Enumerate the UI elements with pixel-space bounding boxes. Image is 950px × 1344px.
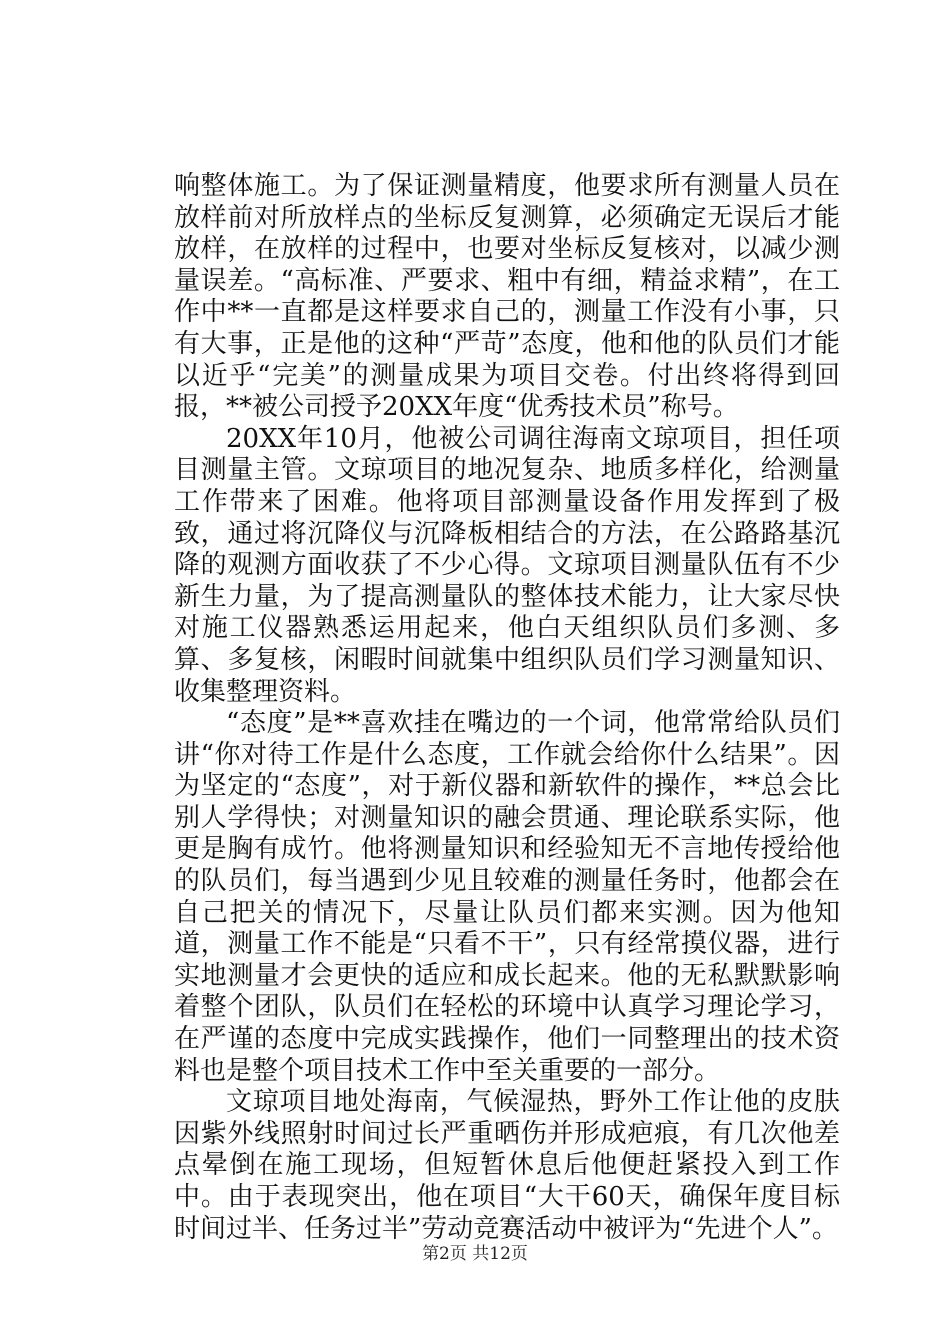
paragraph-attitude: “态度”是**喜欢挂在嘴边的一个词，他常常给队员们讲“你对待工作是什么态度，工作就会给你什么结果”。因为坚定的“态度”，对于新仪器和新软件的操作，**总会比别人学得快；对测量知识的融会贯通、理论联系实际，他更是胸有成竹。他将测量知识和经验知无不言地传授给他的队员们，每当遇到少见且较难的测量任务时，他都会在自己把关的情况下，尽量让队员们都来实测。因为他知道，测量工作不能是“只看不干”，只有经常摸仪器，进行实地测量才会更快的适应和成长起来。他的无私默默影响着整个团队，队员们在轻松的环境中认真学习理论学习，在严谨的态度中完成实践操作，他们一同整理出的技术资料也是整个项目技术工作中至关重要的一部分。 (174, 708, 840, 1086)
document-body (174, 171, 840, 1245)
paragraph-wenqiong-project: 20XX年10月，他被公司调往海南文琼项目，担任项目测量主管。文琼项目的地况复杂、地质多样化，给测量工作带来了困难。他将项目部测量设备作用发挥到了极致，通过将沉降仪与沉降板相结合的方法，在公路路基沉降的观测方面收获了不少心得。文琼项目测量队伍有不少新生力量，为了提高测量队的整体技术能力，让大家尽快对施工仪器熟悉运用起来，他白天组织队员们多测、多算、多复核，闲暇时间就集中组织队员们学习测量知识、收集整理资料。 (174, 423, 840, 707)
paragraph-continued: 响整体施工。为了保证测量精度，他要求所有测量人员在放样前对所放样点的坐标反复测算，必须确定无误后才能放样，在放样的过程中，也要对坐标反复核对，以减少测量误差。“高标准、严要求、粗中有细，精益求精”，在工作中**一直都是这样要求自己的，测量工作没有小事，只有大事，正是他的这种“严苛”态度，他和他的队员们才能以近乎“完美”的测量成果为项目交卷。付出终将得到回报，**被公司授予20XX年度“优秀技术员”称号。 (174, 171, 840, 423)
page-number-footer: 第2页 共12页 (422, 1244, 528, 1264)
paragraph-hainan-climate: 文琼项目地处海南，气候湿热，野外工作让他的皮肤因紫外线照射时间过长严重晒伤并形成疤痕，有几次他差点晕倒在施工现场，但短暂休息后他便赶紧投入到工作中。由于表现突出，他在项目“大干60天，确保年度目标时间过半、任务过半”劳动竞赛活动中被评为“先进个人”。 (174, 1087, 840, 1244)
